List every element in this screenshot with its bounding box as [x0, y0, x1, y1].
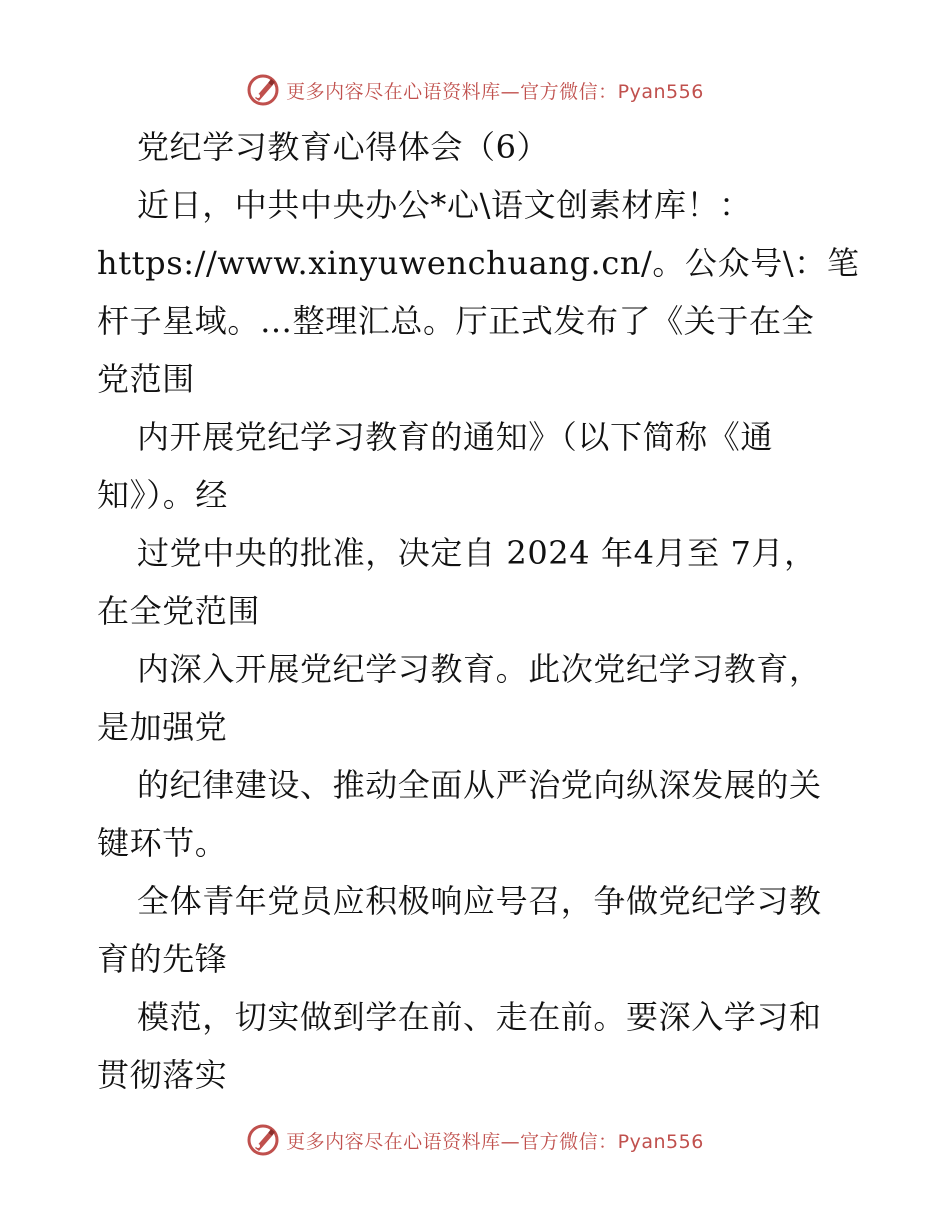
paragraph-line: https://www.xinyuwenchuang.cn/。公众号\：笔: [97, 244, 860, 282]
pen-logo-icon: [246, 73, 280, 107]
paragraph-line: 内深入开展党纪学习教育。此次党纪学习教育，: [137, 650, 822, 688]
document-body: [97, 118, 860, 1104]
footer-banner-text: 更多内容尽在心语资料库—官方微信：Pyan556: [286, 1130, 704, 1153]
footer-banner: [0, 1120, 950, 1160]
paragraph-line: 党范围: [97, 360, 195, 398]
paragraph-line: 内开展党纪学习教育的通知》（以下简称《通: [137, 418, 774, 456]
paragraph-line: 全体青年党员应积极响应号召，争做党纪学习教: [137, 882, 822, 920]
paragraph-line: 模范，切实做到学在前、走在前。要深入学习和: [137, 998, 822, 1036]
paragraph-line: 知》）。经: [97, 476, 229, 514]
paragraph-line: 在全党范围: [97, 592, 261, 630]
paragraph-line: 杆子星域。…整理汇总。厅正式发布了《关于在全: [97, 302, 815, 340]
header-banner-text: 更多内容尽在心语资料库—官方微信：Pyan556: [286, 80, 704, 103]
paragraph-line: 育的先锋: [97, 940, 228, 978]
paragraph-line: 是加强党: [97, 708, 228, 746]
paragraph-line: 的纪律建设、推动全面从严治党向纵深发展的关: [137, 766, 822, 804]
paragraph-line: 贯彻落实: [97, 1056, 228, 1094]
paragraph-line: 过党中央的批准，决定自 2024 年4月至 7月，: [137, 534, 817, 572]
header-banner: [0, 70, 950, 110]
paragraph-line: 键环节。: [97, 824, 228, 862]
paragraph-line: 近日，中共中央办公*心\语文创素材库！：: [137, 186, 752, 224]
document-title: 党纪学习教育心得体会（6）: [137, 128, 550, 166]
pen-logo-icon: [246, 1123, 280, 1157]
